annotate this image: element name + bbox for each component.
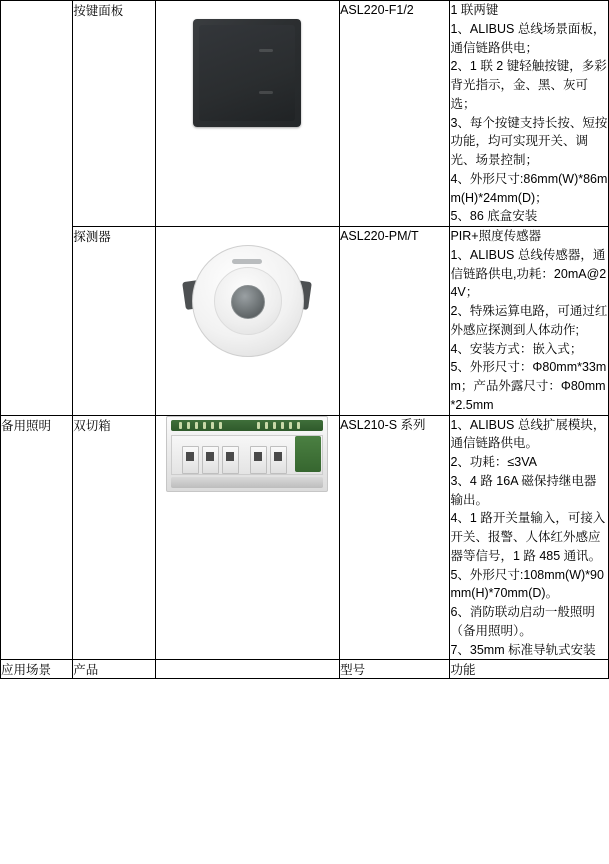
function-line: 4、外形尺寸:86mm(W)*86mm(H)*24mm(D)； (450, 171, 608, 205)
table-row (1, 415, 609, 660)
footer-function: 功能 (450, 660, 609, 679)
din-switch-3 (222, 446, 239, 474)
din-rail-module-photo (156, 416, 340, 518)
product-image-sensor (155, 227, 340, 416)
din-switch-4 (250, 446, 267, 474)
din-terminal-strip-bottom (171, 477, 323, 488)
pir-sensor-body (184, 237, 310, 363)
din-switch-5 (270, 446, 287, 474)
function-line: 2、功耗：≤3VA (450, 455, 537, 469)
footer-scene: 应用场景 (1, 660, 73, 679)
function-line: 3、4 路 16A 磁保持继电器输出。 (450, 473, 597, 507)
function-line: 5、外形尺寸:108mm(W)*90mm(H)*70mm(D)。 (450, 567, 604, 601)
keypad-panel-body (193, 19, 301, 127)
footer-image (155, 660, 340, 679)
product-name-switch-box: 双切箱 (73, 415, 155, 660)
product-name-keypad: 按键面板 (73, 1, 155, 227)
keypad-button-top-icon (259, 49, 273, 52)
model-keypad: ASL220-F1/2 (340, 1, 450, 227)
function-line: 3、每个按键支持长按、短按功能，均可实现开关、调光、场景控制； (450, 115, 608, 167)
scene-cell-backup-lighting: 备用照明 (1, 415, 73, 660)
function-line: 4、安装方式：嵌入式； (450, 341, 583, 356)
function-line: 2、特殊运算电路，可通过红外感应探测到人体动作; (450, 304, 608, 337)
function-line: 1、ALIBUS 总线场景面板，通信链路供电； (450, 21, 606, 55)
din-rail-module-body (166, 416, 328, 492)
function-line: 1、ALIBUS 总线扩展模块，通信链路供电。 (450, 417, 606, 451)
scene-cell-empty (1, 1, 73, 416)
din-terminal-strip-top (171, 420, 323, 431)
footer-product: 产品 (73, 660, 155, 679)
din-green-terminal (295, 436, 321, 472)
function-line: PIR+照度传感器 (450, 229, 542, 243)
sensor-slot-icon (232, 259, 262, 264)
table-footer-row (1, 660, 609, 679)
model-sensor: ASL220-PM/T (340, 227, 450, 416)
model-switch-box: ASL210-S 系列 (340, 415, 450, 660)
function-line: 1、ALIBUS 总线传感器，通信链路供电,功耗：20mA@24V； (450, 247, 607, 300)
function-switch-box (450, 415, 609, 660)
function-line: 5、86 底盒安装 (450, 209, 538, 224)
function-line: 6、消防联动启动一般照明（备用照明）。 (450, 605, 595, 638)
product-image-keypad (155, 1, 340, 227)
function-line: 4、1 路开关量输入，可接入开关、报警、人体红外感应器等信号，1 路 485 通讯。 (450, 511, 606, 563)
table-row (1, 227, 609, 416)
function-keypad (450, 1, 609, 227)
function-line: 2、1 联 2 键轻触按键，多彩背光指示，金、黑、灰可选； (450, 59, 607, 111)
function-line: 1 联两键 (450, 3, 499, 17)
footer-model: 型号 (340, 660, 450, 679)
product-image-din-module (155, 415, 340, 660)
function-line: 7、35mm 标准导轨式安装 (450, 642, 596, 657)
table-row (1, 1, 609, 227)
pir-sensor-photo (156, 227, 340, 373)
din-switch-1 (182, 446, 199, 474)
din-switch-2 (202, 446, 219, 474)
product-name-sensor: 探测器 (73, 227, 155, 416)
function-line: 5、外形尺寸：Φ80mm*33mm；产品外露尺寸：Φ80mm*2.5mm (450, 360, 607, 412)
function-sensor (450, 227, 609, 416)
keypad-button-bottom-icon (259, 91, 273, 94)
keypad-panel-photo (156, 1, 340, 145)
